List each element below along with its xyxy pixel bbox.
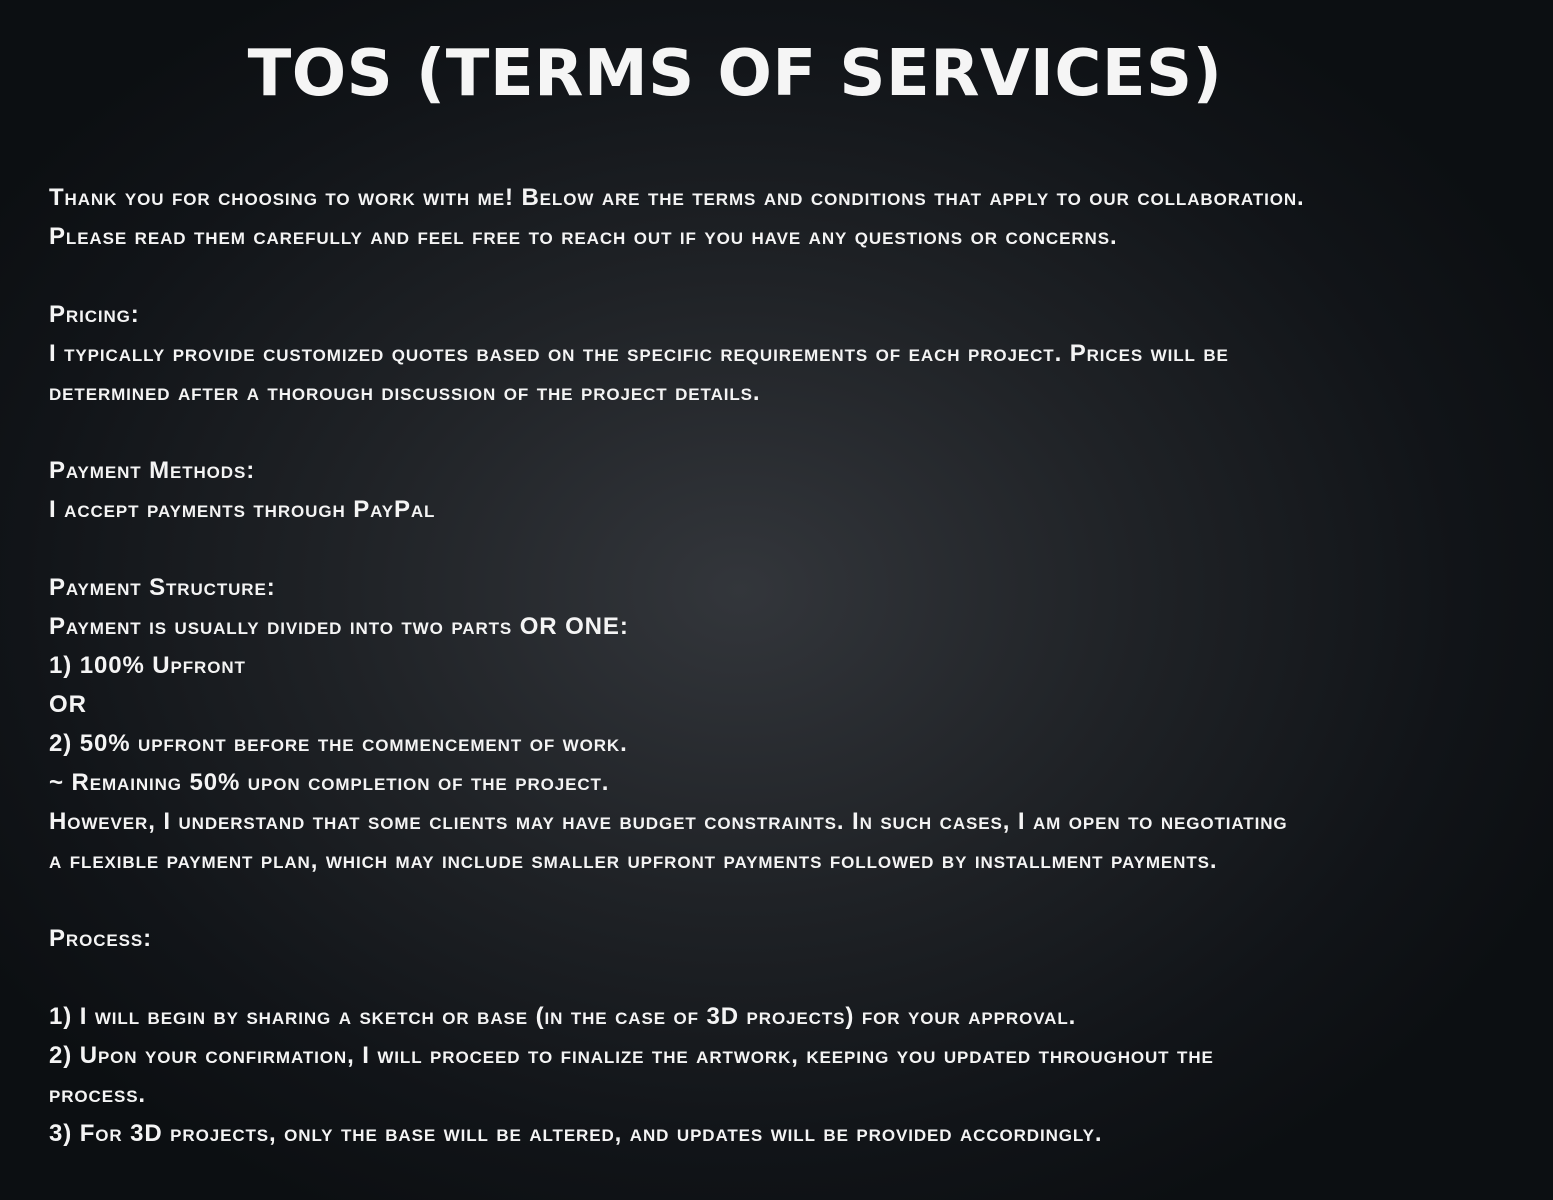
process-section: [49, 919, 1529, 1153]
page-title: TOS (TERMS OF SERVICES): [247, 37, 1223, 111]
payment-structure-line: 2) 50% upfront before the commencement of work.: [49, 730, 628, 757]
payment-structure-section: [49, 568, 1529, 880]
pricing-heading: Pricing:: [49, 301, 140, 328]
payment-structure-line: a flexible payment plan, which may include smaller upfront payments followed by installment payments.: [49, 847, 1218, 874]
tos-document-body: [49, 178, 1529, 1153]
spacer: [49, 256, 1529, 295]
process-line: 2) Upon your confirmation, I will proceed to finalize the artwork, keeping you updated throughout the: [49, 1042, 1214, 1069]
spacer: [49, 880, 1529, 919]
intro-section: [49, 178, 1529, 256]
spacer: [49, 529, 1529, 568]
payment-methods-section: [49, 451, 1529, 529]
payment-structure-line: 1) 100% Upfront: [49, 652, 246, 679]
spacer: [49, 412, 1529, 451]
process-line: 3) For 3D projects, only the base will be altered, and updates will be provided accordingly.: [49, 1120, 1103, 1147]
pricing-section: [49, 295, 1529, 412]
pricing-line: determined after a thorough discussion of the project details.: [49, 379, 761, 406]
process-line: process.: [49, 1081, 147, 1108]
payment-structure-line: However, I understand that some clients may have budget constraints. In such cases, I am open to negotiating: [49, 808, 1288, 835]
intro-line: Please read them carefully and feel free to reach out if you have any questions or concerns.: [49, 223, 1118, 250]
spacer: [49, 958, 1529, 997]
payment-structure-line: OR: [49, 691, 87, 718]
pricing-line: I typically provide customized quotes based on the specific requirements of each project. Prices will be: [49, 340, 1229, 367]
payment-structure-line: Payment is usually divided into two parts OR ONE:: [49, 613, 629, 640]
intro-line: Thank you for choosing to work with me! Below are the terms and conditions that apply to our collaboration.: [49, 184, 1305, 211]
payment-methods-line: I accept payments through PayPal: [49, 496, 436, 523]
payment-structure-line: ~ Remaining 50% upon completion of the project.: [49, 769, 610, 796]
payment-methods-heading: Payment Methods:: [49, 457, 256, 484]
payment-structure-heading: Payment Structure:: [49, 574, 276, 601]
process-line: 1) I will begin by sharing a sketch or base (in the case of 3D projects) for your approval.: [49, 1003, 1077, 1030]
process-heading: Process:: [49, 925, 152, 952]
